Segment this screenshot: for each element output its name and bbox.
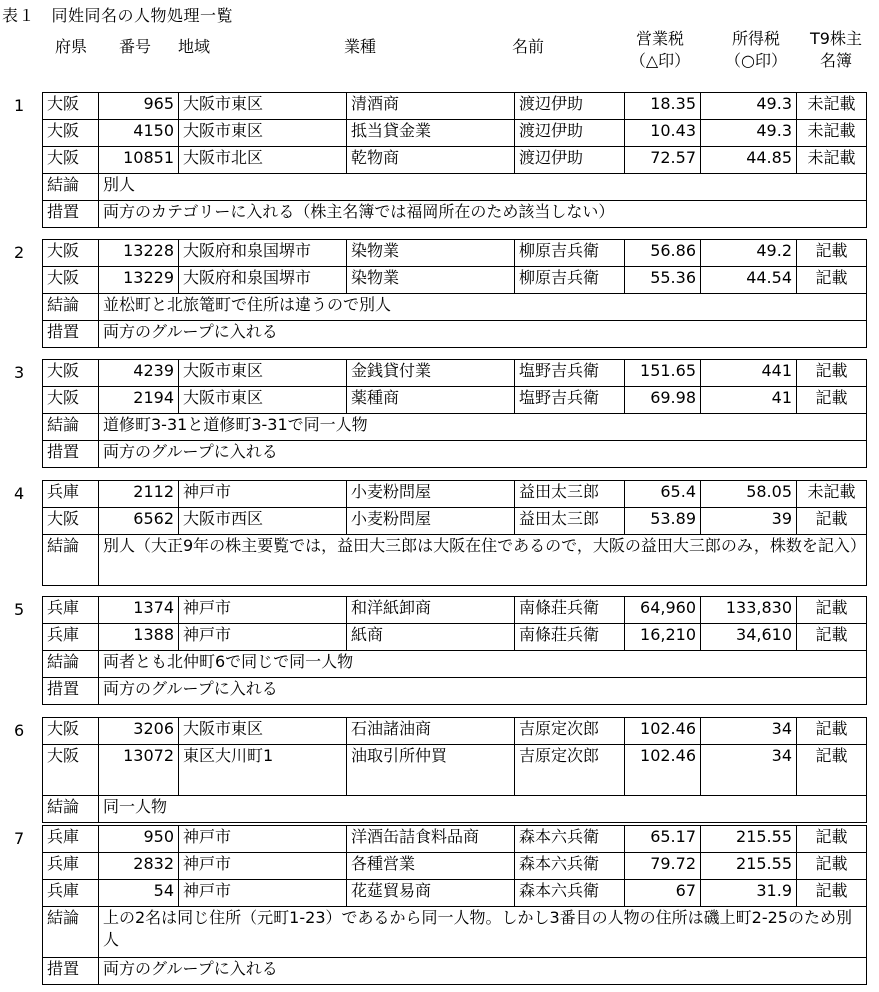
table-row [43,93,867,120]
record-table [42,717,867,823]
note-label: 結論 [43,796,99,823]
t9-status-cell: 記載 [797,718,867,745]
group-number: 7 [14,829,25,848]
table-row [43,880,867,907]
group-number: 6 [14,721,25,740]
name-cell: 益田太三郎 [515,481,625,508]
table-row [43,826,867,853]
pref-cell: 兵庫 [43,624,99,651]
income-tax-cell: 215.55 [701,853,797,880]
t9-status-cell: 記載 [797,508,867,535]
income-tax-cell: 215.55 [701,826,797,853]
note-text: 上の2名は同じ住所（元町1-23）であるから同一人物。しかし3番目の人物の住所は磯上町2-25のため別人 [99,907,867,958]
business-tax-cell: 65.4 [625,481,701,508]
note-text: 両方のグループに入れる [99,958,867,985]
note-label: 措置 [43,678,99,705]
industry-cell: 清酒商 [347,93,515,120]
table-row [43,718,867,745]
record-table [42,825,867,985]
note-row [43,321,867,348]
record-table [42,239,867,348]
industry-cell: 油取引所仲買 [347,745,515,796]
business-tax-cell: 151.65 [625,360,701,387]
note-row [43,535,867,586]
income-tax-cell: 44.85 [701,147,797,174]
t9-status-cell: 未記載 [797,120,867,147]
industry-cell: 染物業 [347,240,515,267]
name-cell: 吉原定次郎 [515,718,625,745]
name-cell: 南條荘兵衛 [515,624,625,651]
pref-cell: 大阪 [43,508,99,535]
number-cell: 2112 [99,481,179,508]
table-row [43,481,867,508]
header-region: 地域 [178,37,211,56]
industry-cell: 小麦粉問屋 [347,508,515,535]
region-cell: 神戸市 [179,853,347,880]
number-cell: 54 [99,880,179,907]
income-tax-cell: 441 [701,360,797,387]
note-row [43,294,867,321]
number-cell: 950 [99,826,179,853]
note-text: 並松町と北旅篭町で住所は違うので別人 [99,294,867,321]
business-tax-cell: 10.43 [625,120,701,147]
business-tax-cell: 79.72 [625,853,701,880]
pref-cell: 大阪 [43,93,99,120]
business-tax-cell: 53.89 [625,508,701,535]
region-cell: 大阪府和泉国堺市 [179,240,347,267]
t9-status-cell: 記載 [797,240,867,267]
number-cell: 4150 [99,120,179,147]
note-label: 結論 [43,174,99,201]
number-cell: 13072 [99,745,179,796]
name-cell: 柳原吉兵衛 [515,240,625,267]
t9-status-cell: 未記載 [797,147,867,174]
pref-cell: 兵庫 [43,880,99,907]
name-cell: 塩野吉兵衛 [515,360,625,387]
region-cell: 東区大川町1 [179,745,347,796]
region-cell: 大阪市東区 [179,120,347,147]
note-label: 措置 [43,321,99,348]
region-cell: 神戸市 [179,481,347,508]
header-pref: 府県 [54,37,87,56]
business-tax-cell: 67 [625,880,701,907]
business-tax-cell: 102.46 [625,718,701,745]
table-row [43,147,867,174]
pref-cell: 大阪 [43,360,99,387]
note-text: 両者とも北仲町6で同じで同一人物 [99,651,867,678]
header-income-tax: 所得税 （○印） [725,29,787,70]
industry-cell: 小麦粉問屋 [347,481,515,508]
pref-cell: 兵庫 [43,826,99,853]
group-number: 4 [14,484,25,503]
region-cell: 大阪府和泉国堺市 [179,267,347,294]
note-text: 両方のグループに入れる [99,321,867,348]
note-label: 措置 [43,441,99,468]
note-label: 結論 [43,294,99,321]
number-cell: 13229 [99,267,179,294]
business-tax-cell: 69.98 [625,387,701,414]
t9-status-cell: 記載 [797,880,867,907]
header-number: 番号 [118,37,151,56]
industry-cell: 金銭貸付業 [347,360,515,387]
record-table [42,359,867,468]
note-row [43,441,867,468]
t9-status-cell: 記載 [797,267,867,294]
industry-cell: 洋酒缶詰食料品商 [347,826,515,853]
note-label: 措置 [43,201,99,228]
industry-cell: 染物業 [347,267,515,294]
region-cell: 大阪市東区 [179,93,347,120]
business-tax-cell: 16,210 [625,624,701,651]
group-number: 5 [14,600,25,619]
note-label: 結論 [43,414,99,441]
pref-cell: 大阪 [43,718,99,745]
income-tax-cell: 41 [701,387,797,414]
table-row [43,624,867,651]
income-tax-cell: 34 [701,745,797,796]
income-tax-cell: 39 [701,508,797,535]
note-label: 結論 [43,651,99,678]
income-tax-cell: 31.9 [701,880,797,907]
industry-cell: 和洋紙卸商 [347,597,515,624]
region-cell: 神戸市 [179,826,347,853]
income-tax-cell: 58.05 [701,481,797,508]
pref-cell: 大阪 [43,240,99,267]
number-cell: 13228 [99,240,179,267]
business-tax-cell: 56.86 [625,240,701,267]
region-cell: 大阪市東区 [179,387,347,414]
table-row [43,360,867,387]
note-row [43,958,867,985]
t9-status-cell: 未記載 [797,93,867,120]
region-cell: 大阪市西区 [179,508,347,535]
t9-status-cell: 記載 [797,360,867,387]
record-table [42,480,867,586]
name-cell: 益田太三郎 [515,508,625,535]
t9-status-cell: 未記載 [797,481,867,508]
note-row [43,201,867,228]
table-row [43,508,867,535]
region-cell: 神戸市 [179,624,347,651]
number-cell: 1388 [99,624,179,651]
income-tax-cell: 49.3 [701,120,797,147]
t9-status-cell: 記載 [797,745,867,796]
note-text: 道修町3-31と道修町3-31で同一人物 [99,414,867,441]
number-cell: 2832 [99,853,179,880]
pref-cell: 大阪 [43,387,99,414]
table-row [43,120,867,147]
group-number: 2 [14,243,25,262]
note-text: 両方のカテゴリーに入れる（株主名簿では福岡所在のため該当しない） [99,201,867,228]
table-row [43,267,867,294]
number-cell: 6562 [99,508,179,535]
pref-cell: 大阪 [43,120,99,147]
income-tax-cell: 34,610 [701,624,797,651]
number-cell: 2194 [99,387,179,414]
number-cell: 10851 [99,147,179,174]
t9-status-cell: 記載 [797,853,867,880]
income-tax-cell: 49.3 [701,93,797,120]
note-row [43,174,867,201]
number-cell: 1374 [99,597,179,624]
region-cell: 神戸市 [179,597,347,624]
table-caption: 表１ 同姓同名の人物処理一覧 [2,6,234,25]
business-tax-cell: 65.17 [625,826,701,853]
table-row [43,240,867,267]
group-number: 1 [14,96,25,115]
name-cell: 森本六兵衛 [515,880,625,907]
industry-cell: 各種営業 [347,853,515,880]
name-cell: 塩野吉兵衛 [515,387,625,414]
number-cell: 4239 [99,360,179,387]
name-cell: 柳原吉兵衛 [515,267,625,294]
pref-cell: 兵庫 [43,481,99,508]
header-name: 名前 [512,37,545,56]
note-text: 別人 [99,174,867,201]
region-cell: 大阪市北区 [179,147,347,174]
header-t9-shareholder-list: T9株主 名簿 [810,29,862,70]
note-text: 両方のグループに入れる [99,678,867,705]
note-text: 別人（大正9年の株主要覧では，益田大三郎は大阪在住であるので，大阪の益田大三郎のみ，株数を記入） [99,535,867,586]
business-tax-cell: 72.57 [625,147,701,174]
name-cell: 吉原定次郎 [515,745,625,796]
table-row [43,745,867,796]
pref-cell: 大阪 [43,745,99,796]
header-industry: 業種 [344,37,377,56]
table-row [43,387,867,414]
income-tax-cell: 49.2 [701,240,797,267]
industry-cell: 紙商 [347,624,515,651]
column-header-row [42,28,877,88]
table-row [43,597,867,624]
industry-cell: 抵当貸金業 [347,120,515,147]
business-tax-cell: 55.36 [625,267,701,294]
income-tax-cell: 34 [701,718,797,745]
pref-cell: 大阪 [43,147,99,174]
name-cell: 渡辺伊助 [515,147,625,174]
note-text: 同一人物 [99,796,867,823]
industry-cell: 乾物商 [347,147,515,174]
industry-cell: 薬種商 [347,387,515,414]
region-cell: 大阪市東区 [179,718,347,745]
t9-status-cell: 記載 [797,826,867,853]
name-cell: 森本六兵衛 [515,826,625,853]
record-table [42,92,867,228]
note-row [43,651,867,678]
t9-status-cell: 記載 [797,624,867,651]
note-row [43,907,867,958]
note-row [43,678,867,705]
pref-cell: 兵庫 [43,597,99,624]
name-cell: 渡辺伊助 [515,93,625,120]
note-label: 結論 [43,535,99,586]
region-cell: 大阪市東区 [179,360,347,387]
number-cell: 3206 [99,718,179,745]
note-text: 両方のグループに入れる [99,441,867,468]
note-row [43,414,867,441]
business-tax-cell: 64,960 [625,597,701,624]
region-cell: 神戸市 [179,880,347,907]
pref-cell: 兵庫 [43,853,99,880]
income-tax-cell: 133,830 [701,597,797,624]
note-label: 措置 [43,958,99,985]
business-tax-cell: 18.35 [625,93,701,120]
note-row [43,796,867,823]
t9-status-cell: 記載 [797,597,867,624]
name-cell: 渡辺伊助 [515,120,625,147]
industry-cell: 石油諸油商 [347,718,515,745]
header-business-tax: 営業税 （△印） [629,29,691,70]
t9-status-cell: 記載 [797,387,867,414]
note-label: 結論 [43,907,99,958]
group-number: 3 [14,363,25,382]
record-table [42,596,867,705]
industry-cell: 花莚貿易商 [347,880,515,907]
income-tax-cell: 44.54 [701,267,797,294]
name-cell: 南條荘兵衛 [515,597,625,624]
number-cell: 965 [99,93,179,120]
pref-cell: 大阪 [43,267,99,294]
business-tax-cell: 102.46 [625,745,701,796]
table-row [43,853,867,880]
name-cell: 森本六兵衛 [515,853,625,880]
